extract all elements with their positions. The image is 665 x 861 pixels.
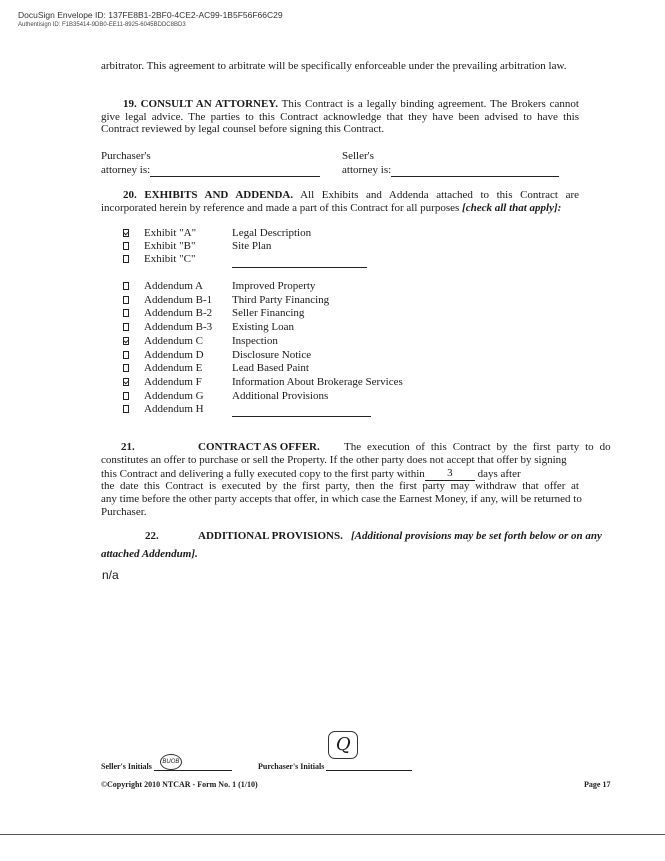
page-number: Page 17 [584,780,611,789]
seller-initials-field[interactable] [154,758,232,771]
exhibit-description: Legal Description [232,227,312,239]
addendum-checkbox[interactable] [123,282,129,290]
addendum-name: Addendum D [144,348,204,361]
addendum-description: Inspection [232,334,278,347]
addendum-description: Disclosure Notice [232,348,312,361]
section-20-instruction: [check all that apply]: [462,201,562,214]
addendum-name: Addendum B-1 [144,293,213,306]
section-21-number: 21. [121,441,135,453]
section-21-line-2: constitutes an offer to purchase or sell the Property. If the other party does not accept that offer by signing [101,454,567,466]
purchaser-initials-label: Purchaser's Initials [258,762,325,771]
section-20-heading: 20. EXHIBITS AND ADDENDA. [123,189,294,201]
exhibit-checkbox[interactable] [123,255,129,263]
addendum-checkbox[interactable] [123,405,129,413]
addendum-checkbox[interactable] [123,378,129,386]
addendum-checkbox[interactable] [123,323,129,331]
seller-attorney-label-2: attorney is: [342,164,392,176]
exhibit-description: Site Plan [232,240,272,252]
purchaser-initials-field[interactable] [326,734,412,771]
exhibit-checkbox[interactable] [123,242,129,250]
section-22-number: 22. [145,530,159,542]
addendum-name: Addendum G [144,389,204,402]
addendum-checkbox[interactable] [123,351,129,359]
section-22-instruction-2: attached Addendum]. [101,548,198,560]
addendum-description: Seller Financing [232,307,305,320]
addendum-checkbox[interactable] [123,364,129,372]
addendum-description: Existing Loan [232,321,295,334]
addendum-description: Information About Brokerage Services [232,375,403,388]
days-field[interactable]: 3 [425,467,475,481]
authentisign-id-line: Authentisign ID: F1B35414-9DB0-EE11-8925-6045BDDC8BD3 [18,22,186,28]
section-20-body: All Exhibits and Addenda attached to this Contract are incorporated herein by reference and made a part of this Contract for all purposes [101,189,579,214]
section-19-body: This Contract is a legally binding agreement. The Brokers cannot give legal advice. The parties to this Contract acknowledge that they have been advised to have this Contract reviewed by legal counsel before signing this Contract. [101,98,579,135]
exhibit-checkbox[interactable] [123,229,129,237]
addendum-checkbox[interactable] [123,296,129,304]
section-21-line-5: any time before the other party accepts that offer, in which case the Earnest Money, if any, will be returned to [101,493,582,505]
section-21-heading: CONTRACT AS OFFER. [198,441,320,453]
seller-initials-label: Seller's Initials [101,762,152,771]
addendum-name: Addendum F [144,375,202,388]
section-21-line-3a: this Contract and delivering a fully executed copy to the first party within [101,468,425,480]
purchaser-initials [258,734,412,771]
section-21-line-4: the date this Contract is executed by the first party, then the first party may withdraw that offer at [101,480,579,492]
section-20 [101,189,579,214]
purchaser-attorney-label-2: attorney is: [101,164,151,176]
exhibit-name: Exhibit "A" [144,227,197,239]
copyright-notice: ©Copyright 2010 NTCAR - Form No. 1 (1/10) [101,780,258,789]
purchaser-initials-mark: Q [328,731,358,759]
addendum-name: Addendum A [144,280,203,292]
addendum-name: Addendum B-3 [144,321,213,334]
addendum-checkbox[interactable] [123,392,129,400]
seller-initials [101,758,232,771]
seller-attorney [342,149,559,177]
section-21 [101,441,661,519]
purchaser-attorney-label-1: Purchaser's [101,150,151,162]
bottom-page-edge [0,834,665,835]
envelope-id-line: DocuSign Envelope ID: 137FE8B1-2BF0-4CE2-AC99-1B5F56F66C29 [18,10,283,20]
addendum-name: Addendum C [144,334,203,347]
exhibit-c-description-line[interactable] [232,255,367,268]
section-22 [101,530,621,561]
seller-attorney-line[interactable] [391,176,559,177]
addendum-description-line[interactable] [232,404,371,417]
docusign-envelope-id [18,10,283,30]
addendum-name: Addendum B-2 [144,307,213,320]
addendum-description: Additional Provisions [232,389,329,402]
addendum-checkbox[interactable] [123,309,129,317]
seller-initials-mark: BUOB [160,754,182,770]
section-21-line-3b: days after [477,468,521,480]
addendum-checkbox[interactable] [123,337,129,345]
addendum-description: Lead Based Paint [232,362,309,375]
seller-attorney-label-1: Seller's [342,150,374,162]
section-22-heading: ADDITIONAL PROVISIONS. [198,530,343,542]
additional-provisions-content[interactable]: n/a [102,568,119,582]
section-21-line-1: The execution of this Contract by the first party to do [344,441,611,453]
purchaser-attorney [101,149,320,177]
section-18-tail: arbitrator. This agreement to arbitrate will be specifically enforceable under the prevailing arbitration law. [101,60,567,72]
section-22-instruction-1: [Additional provisions may be set forth below or on any [351,530,602,542]
addendum-name: Addendum E [144,362,203,375]
addendum-description: Improved Property [232,280,316,292]
exhibit-name: Exhibit "B" [144,240,196,252]
section-19-heading: 19. CONSULT AN ATTORNEY. [123,98,278,110]
exhibit-name: Exhibit "C" [144,253,196,265]
section-21-line-6: Purchaser. [101,506,147,518]
addendum-name: Addendum H [144,403,204,416]
section-19 [101,98,579,136]
purchaser-attorney-line[interactable] [150,176,320,177]
addendum-description: Third Party Financing [232,293,330,306]
